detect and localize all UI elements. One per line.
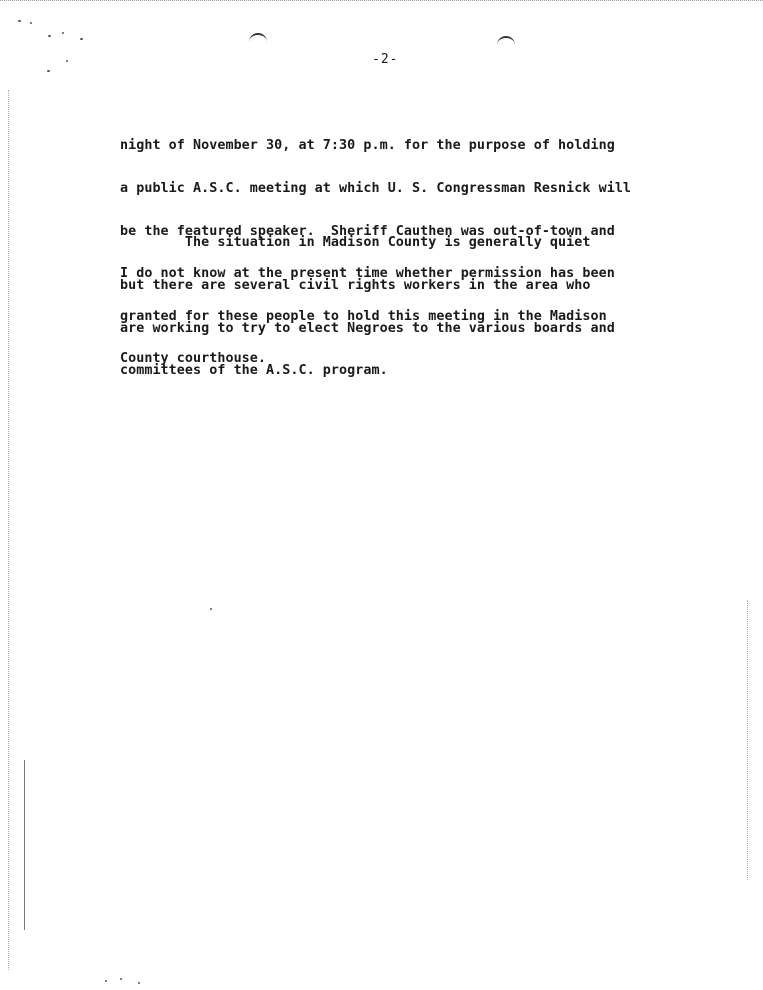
paragraph	[120, 208, 665, 407]
hole-punch-mark	[249, 33, 267, 45]
scan-speck	[120, 978, 122, 980]
scan-speck	[30, 22, 32, 24]
text-line: a public A.S.C. meeting at which U. S. Congressman Resnick will	[120, 181, 632, 197]
scan-speck	[48, 35, 51, 37]
text-line: committees of the A.S.C. program.	[120, 363, 388, 379]
page-number: -2-	[372, 52, 399, 67]
scan-speck	[138, 982, 140, 984]
scan-speck	[47, 70, 50, 72]
text-line: but there are several civil rights workers in the area who	[120, 278, 591, 294]
top-border	[0, 0, 763, 1]
scan-speck	[66, 60, 68, 62]
hole-punch-mark	[497, 36, 515, 48]
text-line: are working to try to elect Negroes to the various boards and	[120, 320, 615, 336]
text-line: The situation in Madison County is generally quiet	[120, 235, 591, 251]
scan-speck	[105, 980, 107, 982]
text-line: be the featured speaker. Sheriff Cauthen was out-of-town and	[120, 223, 615, 239]
margin-dotted-line	[8, 90, 9, 970]
scan-speck	[62, 32, 64, 34]
scan-speck	[18, 20, 21, 22]
margin-line	[24, 760, 25, 930]
text-line: night of November 30, at 7:30 p.m. for the purpose of holding	[120, 138, 615, 154]
scan-speck	[210, 608, 212, 610]
margin-dotted-line	[747, 600, 748, 880]
scan-speck	[80, 38, 83, 40]
text-line: County courthouse.	[120, 351, 267, 367]
text-line: granted for these people to hold this meeting in the Madison	[120, 308, 607, 324]
text-line: I do not know at the present time whether permission has been	[120, 266, 615, 282]
